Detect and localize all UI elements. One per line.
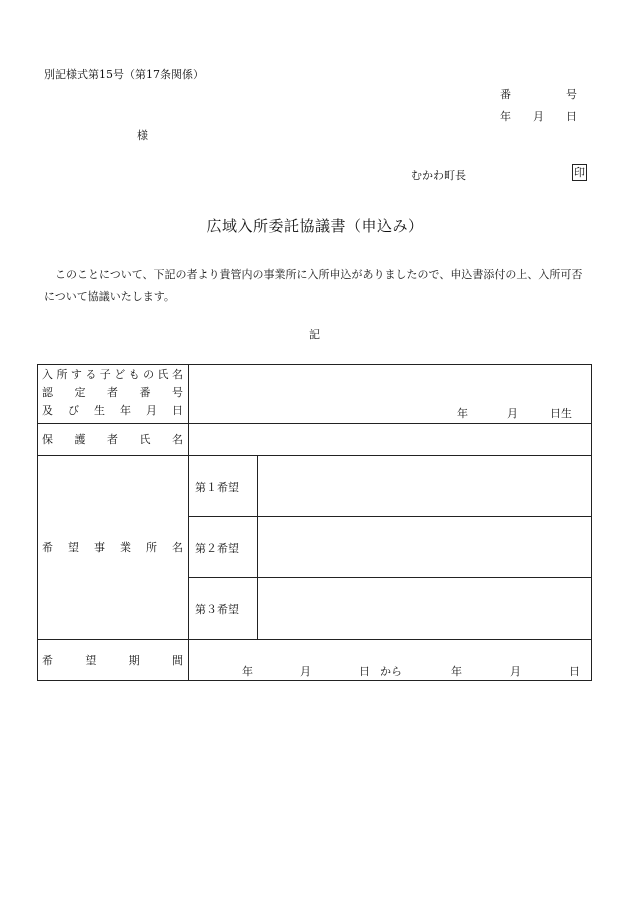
body-text: このことについて、下記の者より貴管内の事業所に入所申込がありましたので、申込書添付の上、入所可否について協議いたします。 bbox=[44, 268, 583, 303]
preference-2-label: 第２希望 bbox=[195, 542, 239, 555]
period-start-year-unit: 年 bbox=[242, 665, 253, 678]
table-border-right bbox=[591, 364, 592, 681]
period-end-day-unit: 日 bbox=[569, 665, 580, 678]
record-mark: 記 bbox=[309, 328, 320, 341]
preference-1-label: 第１希望 bbox=[195, 481, 239, 494]
child-info-field[interactable] bbox=[189, 364, 591, 423]
form-number: 別記様式第15号（第17条関係） bbox=[44, 68, 204, 81]
birth-month-unit: 月 bbox=[507, 407, 518, 420]
guardian-name-field[interactable] bbox=[189, 424, 591, 455]
preference-1-field[interactable] bbox=[258, 456, 591, 516]
period-end-month-unit: 月 bbox=[510, 665, 521, 678]
preference-2-field[interactable] bbox=[258, 517, 591, 577]
birth-year-unit: 年 bbox=[457, 407, 468, 420]
period-label: 希望期間 bbox=[42, 654, 183, 667]
period-start-month-unit: 月 bbox=[300, 665, 311, 678]
birthdate-label: 及び生年月日 bbox=[42, 404, 183, 417]
number-label: 番 号 bbox=[500, 88, 577, 101]
table-border-left bbox=[37, 364, 38, 681]
facility-label-wrap bbox=[42, 539, 183, 555]
guardian-label: 保護者氏名 bbox=[42, 433, 183, 446]
period-label-wrap bbox=[42, 652, 183, 668]
document-title: 広域入所委託協議書（申込み） bbox=[206, 217, 424, 235]
guardian-label-wrap bbox=[42, 431, 183, 447]
application-table bbox=[37, 364, 592, 681]
table-border-bottom bbox=[37, 680, 592, 681]
period-start-day-unit: 日 bbox=[359, 665, 370, 678]
period-end-year-unit: 年 bbox=[451, 665, 462, 678]
period-from-label: から bbox=[380, 665, 402, 678]
child-info-label bbox=[42, 366, 183, 420]
seal-mark: 印 bbox=[574, 166, 585, 179]
addressee-suffix: 様 bbox=[137, 129, 148, 142]
child-name-label: 入所する子どもの氏名 bbox=[42, 368, 183, 381]
preferred-facility-label: 希望事業所名 bbox=[42, 541, 183, 554]
preference-3-label: 第３希望 bbox=[195, 603, 239, 616]
issuer-name: むかわ町長 bbox=[411, 169, 466, 182]
birth-day-unit: 日生 bbox=[550, 407, 572, 420]
preference-3-field[interactable] bbox=[258, 578, 591, 639]
cert-number-label: 認定者番号 bbox=[42, 386, 183, 399]
date-label: 年 月 日 bbox=[500, 110, 577, 123]
